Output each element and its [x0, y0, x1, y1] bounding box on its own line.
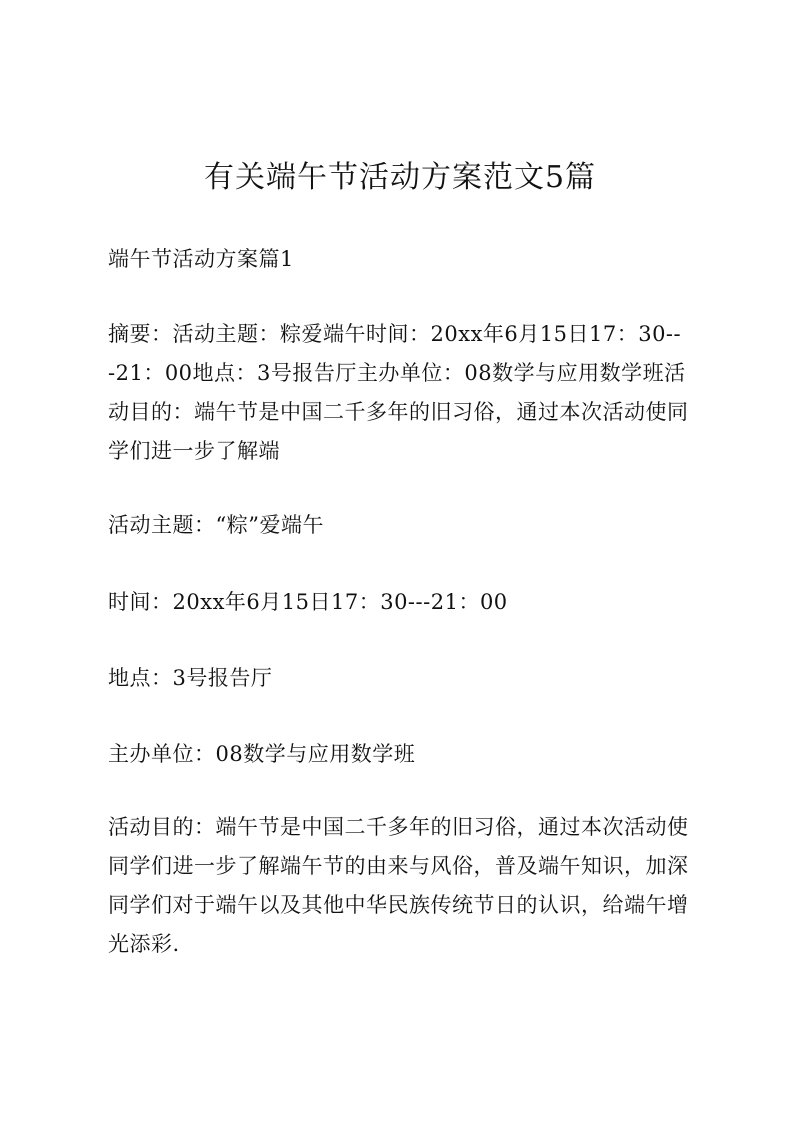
purpose-paragraph: 活动目的：端午节是中国二千多年的旧习俗，通过本次活动使同学们进一步了解端午节的由来与风俗，普及端午知识，加深同学们对于端午以及其他中华民族传统节日的认识，给端午增光添彩.: [108, 815, 689, 956]
section-heading: 端午节活动方案篇1: [108, 247, 294, 271]
document-title: 有关端午节活动方案范文5篇: [203, 160, 597, 195]
time-paragraph: 时间：20xx年6月15日17：30---21：00: [108, 590, 508, 614]
summary-paragraph: 摘要：活动主题：粽爱端午时间：20xx年6月15日17：30---21：00地点：3号报告厅主办单位：08数学与应用数学班活动目的：端午节是中国二千多年的旧习俗，通过本次活动使同学们进一步了解端: [108, 322, 689, 463]
place-paragraph: 地点：3号报告厅: [108, 666, 273, 690]
theme-paragraph: 活动主题：“粽”爱端午: [108, 513, 324, 537]
host-paragraph: 主办单位：08数学与应用数学班: [108, 742, 416, 766]
